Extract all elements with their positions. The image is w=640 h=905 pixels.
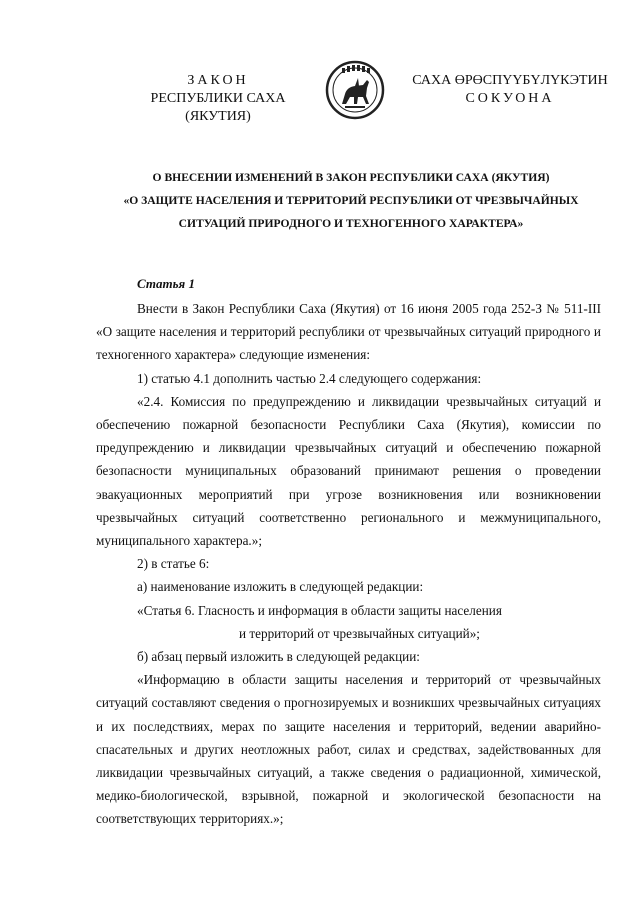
republic-name: РЕСПУБЛИКИ САХА (ЯКУТИЯ) [150,91,286,124]
paragraph-part-2-4: «2.4. Комиссия по предупреждению и ликвидации чрезвычайных ситуаций и обеспечению пожарной безопасности Республики Саха (Якутия), комиссии по предупреждению и ликвидации чрезвычайных ситуаций и обеспечению пожарной безопасности муниципальных образований принимают решения о проведении эвакуационных мероприятий при угрозе возникновения или возникновении чрезвычайных ситуаций соответственно регионального и межмуниципального, муниципального характера.»; [96,393,601,549]
paragraph-information: «Информацию в области защиты населения и территорий от чрезвычайных ситуаций составляют сведения о прогнозируемых и возникших чрезвычайных ситуациях и их последствиях, мерах по защите населения и территорий, ведении аварийно-спасательных и других неотложных работ, силах и средствах, задействованных для ликвидации чрезвычайных ситуаций, а также сведения о радиационной, химической, медико-биологической, взрывной, пожарной и экологической безопасности на соответствующих территориях.»; [96,672,601,827]
paragraph-item-b: б) абзац первый изложить в следующей редакции: [137,649,420,665]
title-line-2: «О ЗАЩИТЕ НАСЕЛЕНИЯ И ТЕРРИТОРИЙ РЕСПУБЛИКИ ОТ ЧРЕЗВЫЧАЙНЫХ [123,194,579,207]
law-label-sakha: СОКУОНА [465,91,555,106]
title-line-1: О ВНЕСЕНИИ ИЗМЕНЕНИЙ В ЗАКОН РЕСПУБЛИКИ САХА (ЯКУТИЯ) [152,171,550,184]
paragraph-intro: Внести в Закон Республики Саха (Якутия) от 16 июня 2005 года 252-З № 511-III «О защите населения и территорий республики от чрезвычайных ситуаций природного и техногенного характера» следующие изменения: [96,301,601,363]
article-heading: Статья 1 [137,276,195,291]
paragraph-item-a: а) наименование изложить в следующей редакции: [137,579,424,595]
title-line-3: СИТУАЦИЙ ПРИРОДНОГО И ТЕХНОГЕННОГО ХАРАКТЕРА» [178,217,524,230]
header-left [118,72,318,126]
sakha-coat-of-arms-icon [325,60,385,120]
document-title [96,166,606,235]
paragraph-article-6-title: «Статья 6. Гласность и информация в области защиты населения [137,602,502,618]
paragraph-item-2: 2) в статье 6: [137,556,210,572]
paragraph-article-6-title-cont: и территорий от чрезвычайных ситуаций»; [239,625,480,641]
republic-name-sakha: САХА ӨРӨСПҮҮБҮЛҮКЭТИН [412,73,608,88]
paragraph-item-1: 1) статью 4.1 дополнить частью 2.4 следующего содержания: [137,370,482,386]
document-body [96,297,601,831]
law-label: ЗАКОН [187,73,249,88]
header-right [408,72,612,108]
